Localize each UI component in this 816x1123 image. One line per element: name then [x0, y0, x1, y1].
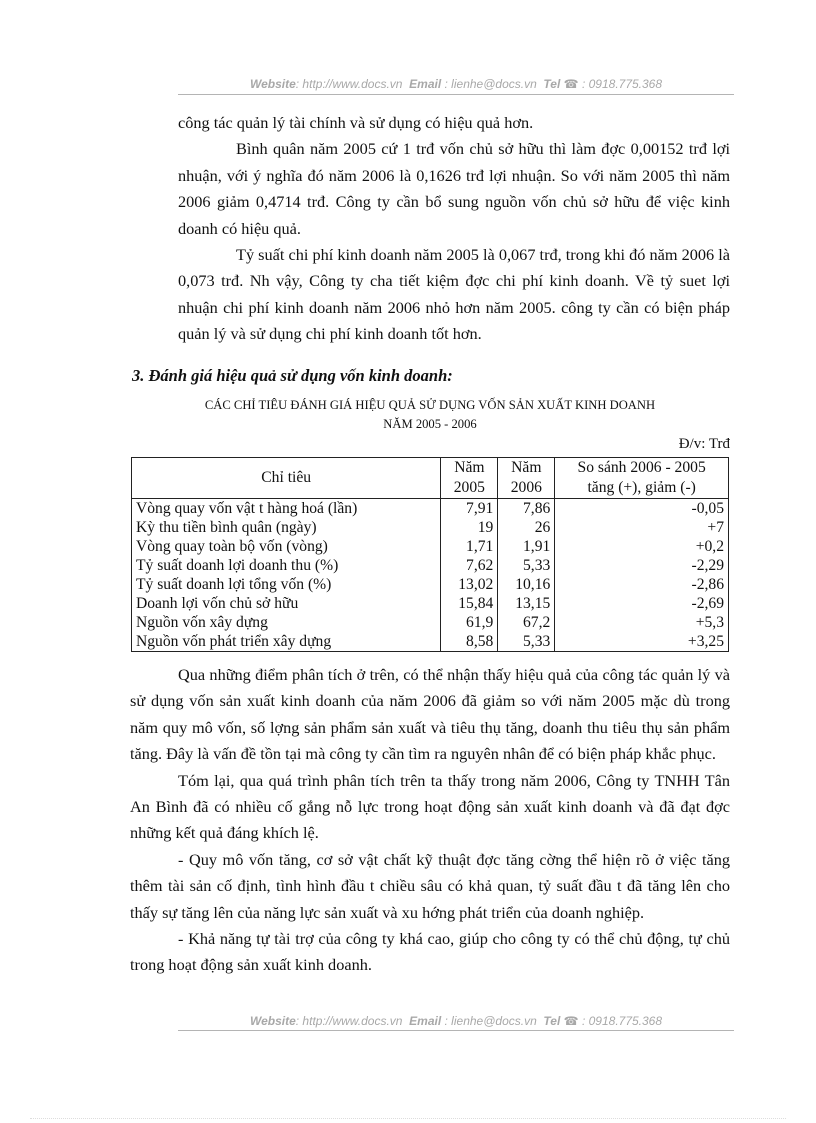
- value-2006: 1,91: [498, 537, 555, 556]
- header-indicator: Chỉ tiêu: [132, 458, 441, 499]
- header-year-2006: Năm 2006: [498, 458, 555, 499]
- header-compare-line: So sánh 2006 - 2005: [577, 459, 706, 476]
- value-diff: +7: [555, 518, 729, 537]
- value-2005: 13,02: [441, 575, 498, 594]
- header-website-label: Website: [249, 77, 296, 91]
- value-diff: +5,3: [555, 613, 729, 632]
- row-name: Nguồn vốn xây dựng: [132, 613, 441, 632]
- paragraph: Qua những điểm phân tích ở trên, có thể nhận thấy hiệu quả của công tác quản lý và sử dụng vốn sản xuất kinh doanh của năm 2006 đã giảm so với năm 2005 mặc dù trong năm quy mô vốn, số lợng sản phẩm sản xuất và tiêu thụ tăng, doanh thu tiêu thụ sản phẩm tăng. Đây là vấn đề tồn tại mà công ty cần tìm ra nguyên nhân để có biện pháp khắc phục.: [130, 665, 730, 764]
- header-email-link[interactable]: : lienhe@docs.vn: [444, 77, 537, 91]
- value-diff: -2,86: [555, 575, 729, 594]
- page-footer: [178, 1014, 734, 1028]
- value-2006: 10,16: [498, 575, 555, 594]
- page-header: [178, 77, 734, 91]
- footer-email-label: Email: [409, 1014, 442, 1028]
- table-row: [132, 613, 729, 632]
- table-title-line: NĂM 2005 - 2006: [383, 417, 477, 431]
- header-divider: [178, 94, 734, 95]
- value-2005: 19: [441, 518, 498, 537]
- page-bottom-divider: [30, 1118, 786, 1119]
- table-header-row: [132, 458, 729, 499]
- footer-tel-label: Tel: [543, 1014, 561, 1028]
- value-diff: -2,29: [555, 556, 729, 575]
- table-row: [132, 594, 729, 613]
- footer-tel-value: ☎ : 0918.775.368: [563, 1014, 663, 1028]
- table-title-line: CÁC CHỈ TIÊU ĐÁNH GIÁ HIỆU QUẢ SỬ DỤNG VỐN SẢN XUẤT KINH DOANH: [204, 398, 656, 412]
- footer-divider: [178, 1030, 734, 1031]
- header-tel-value: ☎ : 0918.775.368: [563, 77, 663, 91]
- value-2006: 5,33: [498, 632, 555, 652]
- table-title: [130, 396, 730, 434]
- table-row: [132, 499, 729, 519]
- row-name: Doanh lợi vốn chủ sở hữu: [132, 594, 441, 613]
- row-name: Vòng quay toàn bộ vốn (vòng): [132, 537, 441, 556]
- value-2005: 1,71: [441, 537, 498, 556]
- paragraph: Tỷ suất chi phí kinh doanh năm 2005 là 0,067 trđ, trong khi đó năm 2006 là 0,073 trđ. Nh vậy, Công ty cha tiết kiệm đợc chi phí kinh doanh. Về tỷ suet lợi nhuận chi phí kinh doanh năm 2006 nhỏ hơn năm 2005. công ty cần có biện pháp quản lý và sử dụng chi phí kinh doanh tốt hơn.: [178, 245, 730, 344]
- paragraph: Tóm lại, qua quá trình phân tích trên ta thấy trong năm 2006, Công ty TNHH Tân An Bình đã có nhiều cố gắng nỗ lực trong hoạt động sản xuất kinh doanh và đã đạt đợc những kết quả đáng khích lệ.: [130, 770, 730, 843]
- value-diff: +0,2: [555, 537, 729, 556]
- value-2006: 67,2: [498, 613, 555, 632]
- table-row: [132, 575, 729, 594]
- header-year-2005: Năm 2005: [441, 458, 498, 499]
- value-2005: 7,62: [441, 556, 498, 575]
- value-diff: +3,25: [555, 632, 729, 652]
- section-heading: 3. Đánh giá hiệu quả sử dụng vốn kinh doanh:: [132, 366, 453, 385]
- unit-label: Đ/v: Trđ: [678, 436, 730, 452]
- table-row: [132, 537, 729, 556]
- paragraph: - Khả năng tự tài trợ của công ty khá cao, giúp cho công ty có thể chủ động, tự chủ trong hoạt động sản xuất kinh doanh.: [130, 929, 730, 975]
- value-2005: 7,91: [441, 499, 498, 519]
- header-tel-label: Tel: [543, 77, 561, 91]
- paragraph: - Quy mô vốn tăng, cơ sở vật chất kỹ thuật đợc tăng cờng thể hiện rõ ở việc tăng thêm tài sản cố định, tình hình đầu t chiều sâu có khả quan, tỷ suất đầu t đã tăng lên cho thấy sự tăng lên của năng lực sản xuất và xu hớng phát triển của doanh nghiệp.: [130, 849, 730, 922]
- value-2005: 15,84: [441, 594, 498, 613]
- value-diff: -0,05: [555, 499, 729, 519]
- footer-website-label: Website: [249, 1014, 296, 1028]
- header-compare-line: tăng (+), giảm (-): [587, 479, 696, 496]
- row-name: Tỷ suất doanh lợi tổng vốn (%): [132, 575, 441, 594]
- body-text-top: [178, 110, 730, 348]
- body-text-bottom: [130, 662, 730, 979]
- row-name: Kỳ thu tiền bình quân (ngày): [132, 518, 441, 537]
- value-2006: 5,33: [498, 556, 555, 575]
- footer-email-link[interactable]: : lienhe@docs.vn: [444, 1014, 537, 1028]
- header-compare: [555, 458, 729, 499]
- row-name: Tỷ suất doanh lợi doanh thu (%): [132, 556, 441, 575]
- value-2005: 61,9: [441, 613, 498, 632]
- value-2005: 8,58: [441, 632, 498, 652]
- paragraph: công tác quản lý tài chính và sử dụng có hiệu quả hơn.: [178, 113, 534, 132]
- footer-website-link[interactable]: : http://www.docs.vn: [295, 1014, 403, 1028]
- value-diff: -2,69: [555, 594, 729, 613]
- table-row: [132, 518, 729, 537]
- value-2006: 26: [498, 518, 555, 537]
- value-2006: 13,15: [498, 594, 555, 613]
- table-row: [132, 556, 729, 575]
- header-email-label: Email: [409, 77, 442, 91]
- row-name: Vòng quay vốn vật t hàng hoá (lần): [132, 499, 441, 519]
- paragraph: Bình quân năm 2005 cứ 1 trđ vốn chủ sở hữu thì làm đợc 0,00152 trđ lợi nhuận, với ý nghĩa đó năm 2006 là 0,1626 trđ lợi nhuận. So với năm 2005 thì năm 2006 giảm 0,4714 trđ. Công ty cần bổ sung nguồn vốn chủ sở hữu để việc kinh doanh có hiệu quả.: [178, 139, 730, 238]
- header-website-link[interactable]: : http://www.docs.vn: [295, 77, 403, 91]
- value-2006: 7,86: [498, 499, 555, 519]
- indicators-table: [131, 457, 729, 652]
- table-row: [132, 632, 729, 652]
- row-name: Nguồn vốn phát triển xây dựng: [132, 632, 441, 652]
